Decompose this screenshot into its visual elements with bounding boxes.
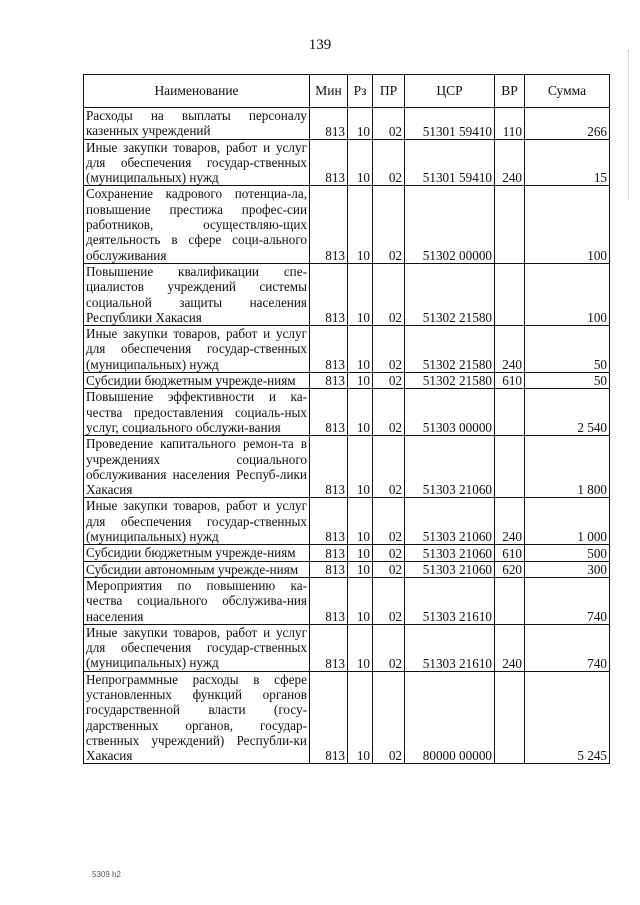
cell-min: 813 [310, 671, 348, 764]
cell-min: 813 [310, 108, 348, 140]
header-name: Наименование [84, 75, 310, 108]
header-pr: ПР [373, 75, 405, 108]
cell-vr: 240 [495, 624, 525, 671]
scan-edge-mark [628, 50, 631, 200]
cell-rz: 10 [348, 139, 373, 186]
cell-name: Расходы на выплаты персоналу казенных учреждений [84, 108, 310, 140]
cell-vr: 610 [495, 545, 525, 561]
cell-vr [495, 263, 525, 325]
table-row [84, 436, 610, 498]
header-min: Мин [310, 75, 348, 108]
cell-rz: 10 [348, 373, 373, 389]
table-row [84, 263, 610, 325]
cell-min: 813 [310, 263, 348, 325]
table-row [84, 186, 610, 263]
cell-name: Непрограммные расходы в сфере установленных функций органов государственной власти (госу-дарственных органов, государ-ственных учреждений) Республи-ки Хакасия [84, 671, 310, 764]
cell-vr [495, 577, 525, 624]
cell-pr: 02 [373, 545, 405, 561]
cell-name: Иные закупки товаров, работ и услуг для обеспечения государ-ственных (муниципальных) нужд [84, 624, 310, 671]
table-row [84, 373, 610, 389]
cell-csr: 51303 21060 [405, 498, 495, 545]
cell-rz: 10 [348, 436, 373, 498]
cell-csr: 51302 00000 [405, 186, 495, 263]
cell-name: Иные закупки товаров, работ и услуг для обеспечения государ-ственных (муниципальных) нужд [84, 498, 310, 545]
page-number: 139 [308, 37, 332, 53]
table-row [84, 624, 610, 671]
cell-name: Иные закупки товаров, работ и услуг для обеспечения государ-ственных (муниципальных) нужд [84, 326, 310, 373]
cell-csr: 51303 21610 [405, 577, 495, 624]
table-row [84, 561, 610, 577]
cell-csr: 51302 21580 [405, 263, 495, 325]
cell-csr: 51301 59410 [405, 139, 495, 186]
cell-rz: 10 [348, 671, 373, 764]
cell-name: Проведение капитального ремон-та в учреждениях социального обслуживания населения Респуб-лики Хакасия [84, 436, 310, 498]
table-header-row [84, 75, 610, 108]
cell-vr: 110 [495, 108, 525, 140]
cell-pr: 02 [373, 263, 405, 325]
cell-sum: 50 [525, 326, 610, 373]
cell-vr: 620 [495, 561, 525, 577]
header-vr: ВР [495, 75, 525, 108]
cell-rz: 10 [348, 545, 373, 561]
cell-min: 813 [310, 545, 348, 561]
cell-min: 813 [310, 389, 348, 436]
cell-name: Повышение эффективности и ка-чества предоставления социаль-ных услуг, социального обслужи-вания [84, 389, 310, 436]
cell-vr [495, 671, 525, 764]
cell-pr: 02 [373, 108, 405, 140]
header-csr: ЦСР [405, 75, 495, 108]
cell-pr: 02 [373, 326, 405, 373]
cell-sum: 5 245 [525, 671, 610, 764]
cell-min: 813 [310, 373, 348, 389]
header-rz: Рз [348, 75, 373, 108]
cell-min: 813 [310, 577, 348, 624]
cell-name: Сохранение кадрового потенциа-ла, повышение престижа профес-сии работников, осуществляю-щих деятельность в сфере соци-ального обслуживания [84, 186, 310, 263]
cell-vr: 240 [495, 498, 525, 545]
cell-rz: 10 [348, 498, 373, 545]
cell-pr: 02 [373, 389, 405, 436]
cell-vr [495, 186, 525, 263]
cell-sum: 15 [525, 139, 610, 186]
cell-pr: 02 [373, 577, 405, 624]
table-row [84, 139, 610, 186]
cell-pr: 02 [373, 373, 405, 389]
cell-vr: 240 [495, 326, 525, 373]
cell-rz: 10 [348, 561, 373, 577]
cell-sum: 740 [525, 577, 610, 624]
cell-name: Субсидии бюджетным учрежде-ниям [84, 373, 310, 389]
table-body [84, 108, 610, 764]
cell-pr: 02 [373, 671, 405, 764]
cell-rz: 10 [348, 186, 373, 263]
table-row [84, 326, 610, 373]
cell-name: Повышение квалификации спе-циалистов учреждений системы социальной защиты населения Республики Хакасия [84, 263, 310, 325]
cell-rz: 10 [348, 577, 373, 624]
cell-name: Субсидии автономным учрежде-ниям [84, 561, 310, 577]
cell-sum: 2 540 [525, 389, 610, 436]
cell-vr [495, 389, 525, 436]
cell-pr: 02 [373, 139, 405, 186]
cell-rz: 10 [348, 263, 373, 325]
cell-pr: 02 [373, 561, 405, 577]
cell-min: 813 [310, 186, 348, 263]
cell-vr: 240 [495, 139, 525, 186]
cell-pr: 02 [373, 624, 405, 671]
table-row [84, 545, 610, 561]
cell-csr: 51303 21060 [405, 561, 495, 577]
cell-sum: 100 [525, 263, 610, 325]
cell-vr [495, 436, 525, 498]
cell-sum: 266 [525, 108, 610, 140]
cell-min: 813 [310, 436, 348, 498]
table-row [84, 498, 610, 545]
cell-sum: 1 000 [525, 498, 610, 545]
cell-csr: 51303 21060 [405, 436, 495, 498]
table-row [84, 671, 610, 764]
cell-pr: 02 [373, 498, 405, 545]
cell-pr: 02 [373, 186, 405, 263]
footer-code: 5309 h2 [92, 870, 121, 879]
cell-rz: 10 [348, 389, 373, 436]
cell-name: Мероприятия по повышению ка-чества социального обслужива-ния населения [84, 577, 310, 624]
cell-min: 813 [310, 498, 348, 545]
cell-min: 813 [310, 326, 348, 373]
cell-rz: 10 [348, 326, 373, 373]
cell-min: 813 [310, 561, 348, 577]
cell-sum: 100 [525, 186, 610, 263]
cell-min: 813 [310, 139, 348, 186]
cell-name: Субсидии бюджетным учрежде-ниям [84, 545, 310, 561]
cell-sum: 740 [525, 624, 610, 671]
table-row [84, 389, 610, 436]
table-row [84, 108, 610, 140]
cell-sum: 50 [525, 373, 610, 389]
header-sum: Сумма [525, 75, 610, 108]
cell-csr: 80000 00000 [405, 671, 495, 764]
cell-csr: 51303 21060 [405, 545, 495, 561]
cell-rz: 10 [348, 108, 373, 140]
cell-pr: 02 [373, 436, 405, 498]
cell-csr: 51301 59410 [405, 108, 495, 140]
cell-sum: 500 [525, 545, 610, 561]
cell-csr: 51303 21610 [405, 624, 495, 671]
budget-table [83, 74, 610, 764]
cell-csr: 51302 21580 [405, 373, 495, 389]
cell-name: Иные закупки товаров, работ и услуг для обеспечения государ-ственных (муниципальных) нужд [84, 139, 310, 186]
cell-rz: 10 [348, 624, 373, 671]
cell-sum: 1 800 [525, 436, 610, 498]
cell-csr: 51302 21580 [405, 326, 495, 373]
table-row [84, 577, 610, 624]
cell-sum: 300 [525, 561, 610, 577]
cell-vr: 610 [495, 373, 525, 389]
cell-csr: 51303 00000 [405, 389, 495, 436]
cell-min: 813 [310, 624, 348, 671]
